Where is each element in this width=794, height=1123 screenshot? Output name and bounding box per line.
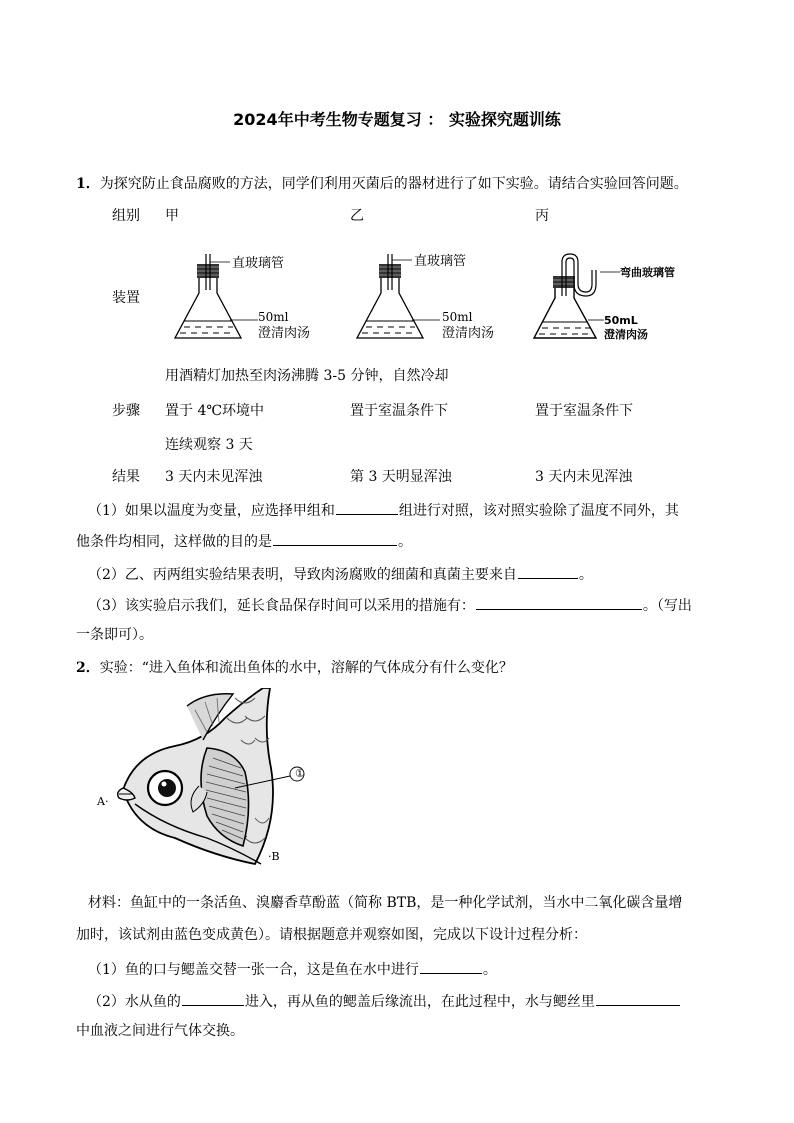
question-number: 1． [76,176,100,192]
row-label-device: 装置 [112,290,140,306]
heat-step-text: 用酒精灯加热至肉汤沸腾 3-5 分钟，自然冷却 [165,368,449,384]
answer-blank[interactable] [518,563,578,579]
q2-sub2-line1: （2）水从鱼的 进入，再从鱼的鳃盖后缘流出，在此过程中，水与鳃丝里 [88,990,681,1012]
flask-label-broth: 澄清肉汤 [258,326,311,341]
flask-label-volume: 50ml [258,310,289,324]
q1-sub2: （2）乙、丙两组实验结果表明，导致肉汤腐败的细菌和真菌主要来自 。 [88,563,593,585]
row-label-step: 步骤 [112,403,140,419]
group-yi: 乙 [350,208,364,224]
flask-label-broth: 澄清肉汤 [604,328,648,341]
flask-label-volume: 50mL [604,314,638,327]
fig-label-a: A· [97,795,109,808]
answer-blank[interactable] [182,990,244,1006]
step-jia: 置于 4℃环境中 [165,403,265,419]
answer-blank[interactable] [596,990,680,1006]
answer-blank[interactable] [273,530,397,546]
answer-blank[interactable] [336,499,398,515]
step-bing: 置于室温条件下 [535,403,633,419]
q1-sub1-line2: 他条件均相同，这样做的目的是 。 [76,530,412,552]
flask-label-curved-tube: 弯曲玻璃管 [620,266,675,279]
flask-yi-figure [352,248,532,348]
question-1-stem [76,174,688,194]
flask-label-tube: 直玻璃管 [414,254,467,269]
observe-text: 连续观察 3 天 [165,437,253,453]
question-number: 2． [76,660,100,676]
step-yi: 置于室温条件下 [350,403,448,419]
q2-sub2-line2: 中血液之间进行气体交换。 [76,1023,244,1039]
group-jia: 甲 [165,208,179,224]
group-bing: 丙 [535,208,549,224]
flask-jia-figure [170,248,350,348]
flask-label-volume: 50ml [442,310,473,324]
flask-label-broth: 澄清肉汤 [442,326,495,341]
answer-blank[interactable] [476,594,642,610]
q2-sub1: （1）鱼的口与鳃盖交替一张一合，这是鱼在水中进行 。 [88,958,497,980]
question-2-stem [76,658,513,678]
fish-head-figure [95,688,335,878]
fig-label-b: ·B [268,850,280,863]
flask-label-tube: 直玻璃管 [232,256,285,271]
page-title: 2024年中考生物专题复习 ： 实验探究题训练 [233,110,561,129]
result-bing: 3 天内未见浑浊 [535,469,633,485]
q1-sub3-line1: （3）该实验启示我们，延长食品保存时间可以采用的措施有： 。（写出 [88,594,692,616]
result-jia: 3 天内未见浑浊 [165,469,263,485]
result-yi: 第 3 天明显浑浊 [350,469,452,485]
row-label-result: 结果 [112,469,140,485]
row-label-group: 组别 [112,208,140,224]
flask-bing-figure [530,248,710,348]
fig-label-1: ① [295,767,305,780]
question-text: 为探究防止食品腐败的方法，同学们利用灭菌后的器材进行了如下实验。请结合实验回答问题。 [99,176,688,192]
answer-blank[interactable] [420,958,482,974]
q1-sub3-line2: 一条即可）。 [76,627,153,643]
q2-material-line2: 加时，该试剂由蓝色变成黄色）。请根据题意并观察如图，完成以下设计过程分析： [76,927,587,943]
question-text: 实验：“进入鱼体和流出鱼体的水中，溶解的气体成分有什么变化？ [99,660,513,676]
q2-material-line1: 材料：鱼缸中的一条活鱼、溴麝香草酚蓝（简称 BTB，是一种化学试剂，当水中二氧化碳含量增 [88,895,683,911]
q1-sub1-line1: （1）如果以温度为变量，应选择甲组和 组进行对照，该对照实验除了温度不同外，其 [88,499,679,521]
